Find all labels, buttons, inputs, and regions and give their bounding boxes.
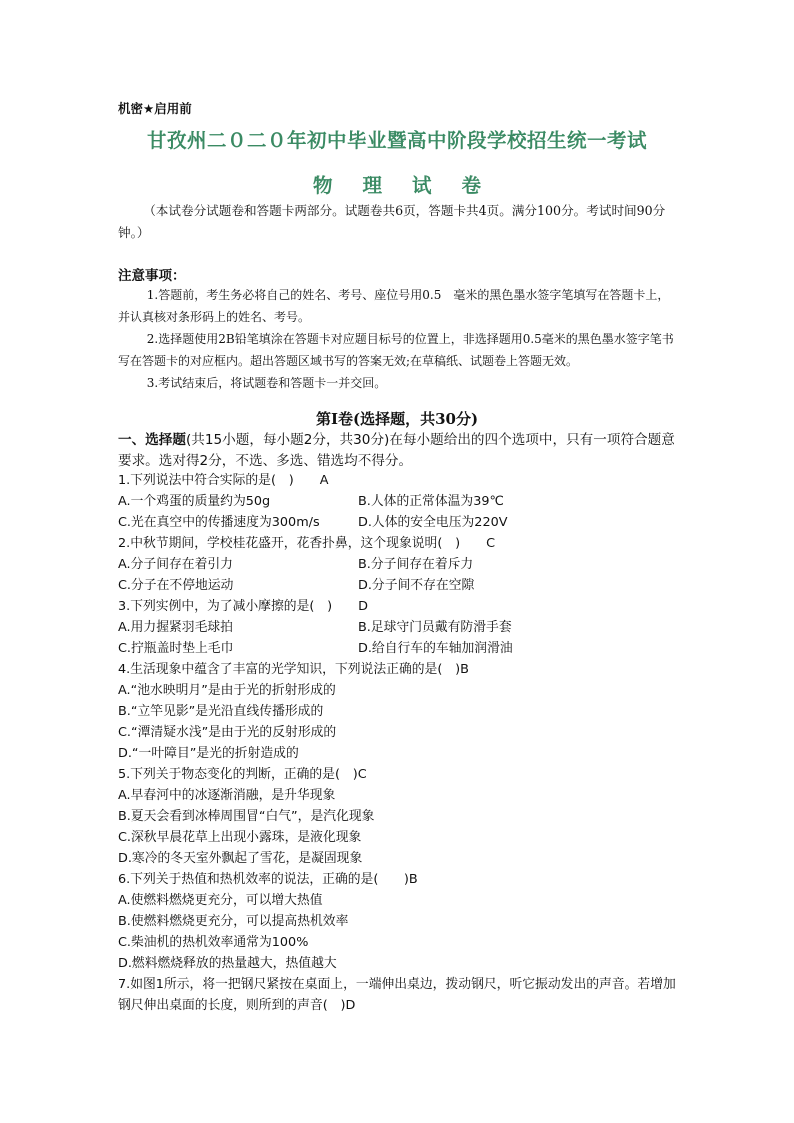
option: B.“立竿见影”是光沿直线传播形成的 [118, 704, 324, 719]
notice-item: 3.考试结束后，将试题卷和答题卡一并交回。 [146, 376, 387, 390]
option: C.分子在不停地运动 [118, 578, 234, 593]
option: C.“潭清疑水浅”是由于光的反射形成的 [118, 725, 337, 740]
notice-item: 2.选择题使用2B铅笔填涂在答题卡对应题目标号的位置上，非选择题用0.5毫米的黑色墨水签字笔书写在答题卡的对应框内。超出答题区域书写的答案无效;在草稿纸、试题卷上答题无效。 [118, 332, 674, 368]
part-instructions [118, 430, 678, 472]
notice-list [118, 284, 678, 394]
option: B.足球守门员戴有防滑手套 [358, 620, 512, 635]
option: C.深秋早晨花草上出现小露珠，是液化现象 [118, 830, 362, 845]
option: C.柴油机的热机效率通常为100% [118, 935, 309, 950]
part-text: (共15小题，每小题2分，共30分)在每小题给出的四个选项中，只有一项符合题意要求。选对得2分，不选、多选、错选均不得分。 [118, 432, 675, 469]
option: A.使燃料燃烧更充分，可以增大热值 [118, 893, 323, 908]
confidential-label: 机密★启用前 [118, 101, 192, 116]
option: D.人体的安全电压为220V [358, 515, 508, 530]
option: B.夏天会看到冰棒周围冒“白气”，是汽化现象 [118, 809, 375, 824]
question-stem: 7.如图1所示，将一把钢尺紧按在桌面上，一端伸出桌边，拨动钢尺，听它振动发出的声音。若增加钢尺伸出桌面的长度，则所到的声音( )D [118, 977, 676, 1013]
question-stem: 4.生活现象中蕴含了丰富的光学知识，下列说法正确的是( )B [118, 662, 469, 677]
option: D.燃料燃烧释放的热量越大，热值越大 [118, 956, 337, 971]
question-stem: 5.下列关于物态变化的判断，正确的是( )C [118, 767, 367, 782]
question-stem: 2.中秋节期间，学校桂花盛开，花香扑鼻，这个现象说明( ) C [118, 536, 496, 551]
answer-key: C [486, 536, 496, 551]
notice-item: 1.答题前，考生务必将自己的姓名、考号、座位号用0.5 毫米的黑色墨水签字笔填写在答题卡上，并认真核对条形码上的姓名、考号。 [118, 288, 670, 324]
option: D.给自行车的车轴加润滑油 [358, 641, 513, 656]
option: B.使燃料燃烧更充分，可以提高热机效率 [118, 914, 349, 929]
option: A.早春河中的冰逐渐消融，是升华现象 [118, 788, 336, 803]
question-list [118, 470, 678, 1016]
option-row [118, 554, 678, 575]
option: A.一个鸡蛋的质量约为50g [118, 494, 271, 509]
subject-char: 理 [362, 174, 382, 197]
answer-key: D [358, 599, 369, 614]
option: C.拧瓶盖时垫上毛巾 [118, 641, 234, 656]
question-stem: 6.下列关于热值和热机效率的说法，正确的是( )B [118, 872, 418, 887]
option: D.寒冷的冬天室外飘起了雪花，是凝固现象 [118, 851, 363, 866]
part-label: 一、选择题 [118, 432, 186, 448]
question-stem: 1.下列说法中符合实际的是( ) A [118, 473, 329, 488]
option: D.分子间不存在空隙 [358, 578, 475, 593]
notice-heading: 注意事项： [118, 268, 186, 284]
exam-title: 甘孜州二０二０年初中毕业暨高中阶段学校招生统一考试 [146, 129, 647, 152]
subject-char: 试 [412, 174, 432, 197]
option-row [118, 575, 678, 596]
option: C.光在真空中的传播速度为300m/s [118, 515, 320, 530]
option-row [118, 638, 678, 659]
option-row [118, 512, 678, 533]
question-stem: 3.下列实例中，为了减小摩擦的是( ) D [118, 599, 369, 614]
option: A.分子间存在着引力 [118, 557, 233, 572]
option: B.分子间存在着斥力 [358, 557, 474, 572]
answer-key: A [319, 473, 329, 488]
option: A.“池水映明月”是由于光的折射形成的 [118, 683, 336, 698]
option-row [118, 491, 678, 512]
subject-char: 卷 [461, 174, 482, 197]
option: D.“一叶障目”是光的折射造成的 [118, 746, 299, 761]
exam-intro: （本试卷分试题卷和答题卡两部分。试题卷共6页，答题卡共4页。满分100分。考试时间90分钟。） [118, 203, 666, 240]
subject-char: 物 [312, 174, 333, 197]
section-heading: 第Ⅰ卷(选择题，共30分) [315, 410, 479, 428]
option-row [118, 617, 678, 638]
subject-title [0, 170, 794, 198]
option: A.用力握紧羽毛球拍 [118, 620, 233, 635]
option: B.人体的正常体温为39℃ [358, 494, 504, 509]
